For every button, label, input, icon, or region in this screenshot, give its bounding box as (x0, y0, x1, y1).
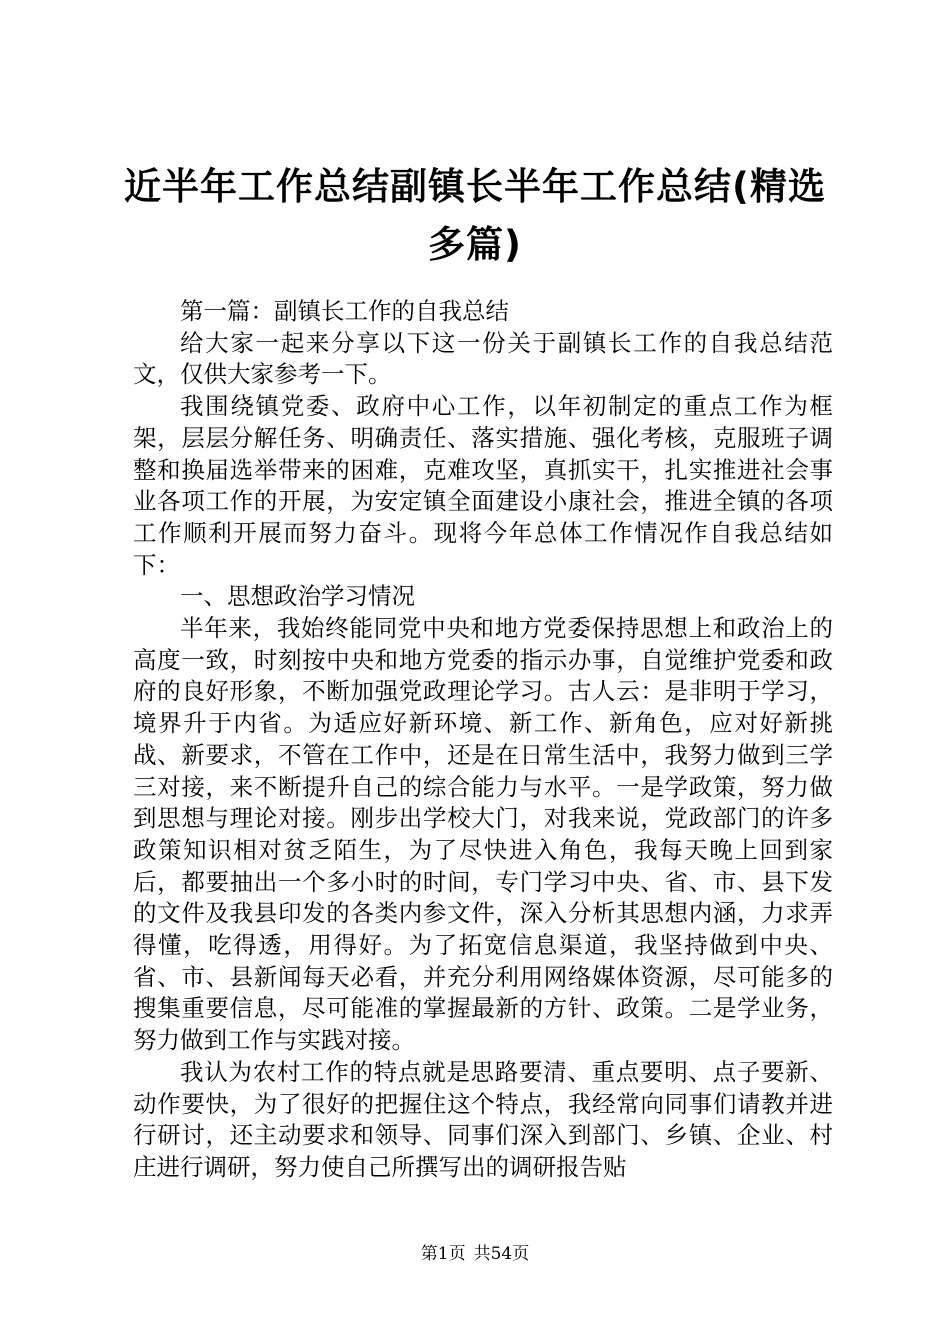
document-title: 近半年工作总结副镇长半年工作总结(精选多篇) (124, 165, 826, 266)
page-footer (0, 1243, 950, 1265)
paragraph-overview: 我围绕镇党委、政府中心工作，以年初制定的重点工作为框架，层层分解任务、明确责任、落实措施、强化考核，克服班子调整和换届选举带来的困难，克难攻坚，真抓实干，扎实推进社会事业各项工作的开展，为安定镇全面建设小康社会，推进全镇的各项工作顺利开展而努力奋斗。现将今年总体工作情况作自我总结如下： (133, 392, 833, 579)
document-body (133, 296, 833, 1184)
page-total: 共54页 (473, 1244, 530, 1264)
page-number: 第1页 (420, 1244, 466, 1264)
paragraph-rural-work: 我认为农村工作的特点就是思路要清、重点要明、点子要新、动作要快，为了很好的把握住这个特点，我经常向同事们请教并进行研讨，还主动要求和领导、同事们深入到部门、乡镇、企业、村庄进行调研，努力使自己所撰写出的调研报告贴 (133, 1057, 833, 1181)
paragraph-study: 半年来，我始终能同党中央和地方党委保持思想上和政治上的高度一致，时刻按中央和地方党委的指示办事，自觉维护党委和政府的良好形象，不断加强党政理论学习。古人云：是非明于学习，境界升于内省。为适应好新环境、新工作、新角色，应对好新挑战、新要求，不管在工作中，还是在日常生活中，我努力做到三学三对接，来不断提升自己的综合能力与水平。一是学政策，努力做到思想与理论对接。刚步出学校大门，对我来说，党政部门的许多政策知识相对贫乏陌生，为了尽快进入角色，我每天晚上回到家后，都要抽出一个多小时的时间，专门学习中央、省、市、县下发的文件及我县印发的各类内参文件，深入分析其思想内涵，力求弄得懂，吃得透，用得好。为了拓宽信息渠道，我坚持做到中央、省、市、县新闻每天必看，并充分利用网络媒体资源，尽可能多的搜集重要信息，尽可能准的掌握最新的方针、政策。二是学业务，努力做到工作与实践对接。 (133, 614, 833, 1055)
paragraph-subheading: 一、思想政治学习情况 (180, 582, 415, 611)
paragraph-section-heading: 第一篇：副镇长工作的自我总结 (180, 297, 509, 325)
paragraph-intro: 给大家一起来分享以下这一份关于副镇长工作的自我总结范文，仅供大家参考一下。 (133, 328, 833, 389)
